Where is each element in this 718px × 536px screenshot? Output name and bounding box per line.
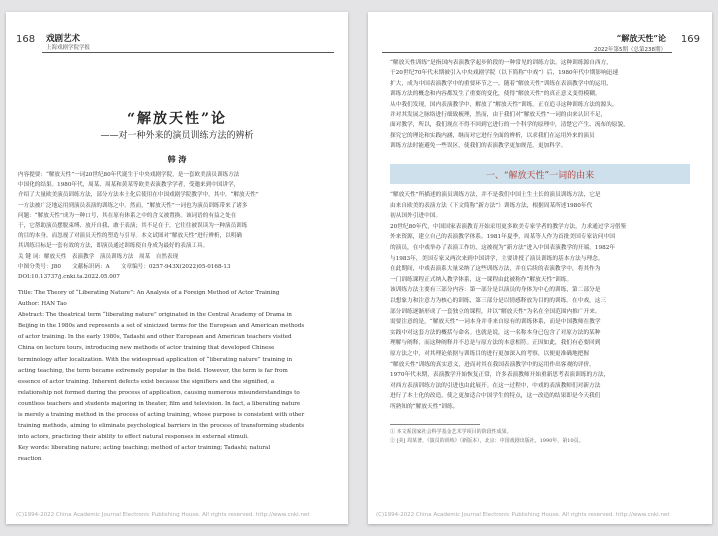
article-title: “解放天性”论 (126, 111, 228, 127)
author-name: 韩 涛 (167, 154, 187, 164)
body-text-line: 20世纪80年代，中国国家表演教育开始采用更多欧美专家学者的教学方法，力求通过学习借鉴 (390, 223, 627, 230)
body-text-line: 外来资源，建立自己的表演教学体系。1981年夏季，周某等人作为首批美国专家访问中国 (390, 234, 615, 241)
body-text-line: 原方法之中，对其理论依据与训练目的进行更加深入的考察，以便更准确地把握 (390, 350, 590, 357)
body-text-line: 面对教学，所以，我们现在不得不回到它进行的一个科学的原理中，清楚它产生、流布的原貌， (390, 122, 629, 129)
journal-title: 戏剧艺术 (46, 34, 81, 44)
footnote-rule (390, 424, 480, 425)
abstract-en-line: Key words: liberating nature; acting teaching; method of actor training; Tadashi; natural (18, 445, 271, 452)
abstract-cn-line: 于，它帮助演员摆脱束缚、放开自我、敢于表演；其不足在于，它往往被误读为一种演员训练 (18, 223, 248, 230)
journal-subtitle: 上海戏剧学院学报 (46, 45, 91, 51)
body-text-line: 实践中对这套方法的概括与命名。也就是说，这一名称本身已包含了对原方法的某种 (390, 329, 601, 336)
body-text-line: 训练方法时能避免一些误区，使我们的表演教学更加规范，更加科学。 (390, 143, 567, 150)
abstract-en-line: Author: HAN Tao (18, 301, 67, 308)
abstract-en-line: Title: The Theory of “Liberating Nature”: An Analysis of a Foreign Method of Actor Training (18, 290, 280, 296)
body-text-line: 与1983年，美国专家又两次来到中国讲学，主要讲授了演员训练的基本方法与理念。 (390, 255, 604, 262)
body-text-line: 由来自欧美的表演方法（下文简称“新方法”）训练方法，根据周某所述1980年代 (390, 202, 593, 209)
section-heading-bar (390, 164, 690, 184)
abstract-cn-line: 一方法被广泛地运用到演员表演的训练之中。然而，“解放天性”一词也为演员训练带来了诸多 (18, 202, 248, 209)
abstract-en-line: terminology after localization. With the widespread application of “liberating nature” training in (18, 356, 293, 363)
header-article-title: “解放天性”论 (616, 33, 666, 43)
abstract-cn-line: 中国化的结果。1980年代，周某、周某和黄某等欧美表演教学学者，受邀来到中国讲学， (18, 182, 240, 189)
abstract-cn-line: 内容提要：“解放天性”一词20世纪80年代诞生于中央戏剧学院，是一套欧美演员训练方法 (18, 172, 240, 178)
footnote-line: ② [美] 周某著，《演员的训练》（新版本），北京：中国戏剧出版社，1990年，第10页。 (390, 438, 584, 444)
section-body (390, 190, 690, 412)
body-text-line: “解放天性”训练的真实意义，进而对其在我国表演教学中的运用作出客观的评价。 (390, 361, 595, 368)
body-text-line: 部分训练逐渐形成了一套独立的课程，并以“解放天性”为名在全国范围内推广开来。 (390, 308, 601, 315)
body-text-line: 并对其发展之脉络进行细致梳理，然而，由于我们对“解放天性”一词的由来认识不足， (390, 112, 607, 119)
body-text-line: 所熟知的“解放天性”训练。 (390, 403, 459, 410)
header-meta: 2022年第5期（总第238期） (594, 47, 666, 53)
body-text-line: 进行了本土化的改造，使之更加适合中国学生的特点，这一改造的结果即是今天我们 (390, 393, 601, 400)
page-number: 168 (16, 34, 36, 45)
body-text-line: 扩大，成为中国表演教学中的重要环节之一。随着“解放天性”训练在表演教学中的运用， (390, 80, 612, 87)
footnotes (390, 428, 690, 446)
body-text-line: 从中我们发现，国内表演教学中，解放了“解放天性”训练。正在追寻这种训练方法的源头， (390, 101, 618, 108)
abstract-en-line: into actors, practicing their ability to effect natural responses in external stimuli. (18, 434, 249, 441)
abstract-cn-line: 关 键 词：解放天性 表演教学 演员训练方法 周某 自然表现 (18, 253, 179, 260)
body-text-line: 的演员，在中戏举办了表演工作坊，这被视为“新方法”进入中国表演教学的开端。1982年 (390, 244, 616, 251)
left-page (6, 12, 348, 524)
article-subtitle: ——对一种外来的演员训练方法的辨析 (100, 131, 254, 141)
abstract-cn-line: 介绍了大量欧美演员训练方法，部分方法本土化后使用在中国戏剧学院教学中。其中，“解放天性” (18, 192, 259, 199)
abstract-en (18, 288, 338, 466)
footer-copyright: (C)1994-2022 China Academic Journal Electronic Publishing House. All rights reserved. http://www.cnki.net (16, 512, 310, 518)
abstract-cn-line: 其训练目标是一套有效的方法，即演员通过训练使自身成为最好的表演工具。 (18, 243, 209, 250)
abstract-cn-line: 的目的本身，而忽视了对演员天性的塑造与引导。本文试图对“解放天性”进行辨析，以明确 (18, 233, 242, 240)
body-text-line: “解放天性”所描述的演员训练方法，并不是我们中国土生土长的演员训练方法，它是 (390, 192, 601, 198)
abstract-cn (18, 170, 338, 282)
abstract-en-line: relationship not formed during the process of application, causing numerous misunderstandings to (18, 389, 300, 396)
body-text-line: 一门训练课程正式纳入教学体系，这一课程由此被称作“解放天性”训练。 (390, 276, 573, 283)
body-text-line: “解放天性训练”是指国内表演教学起步阶段的一种常见的训练方法。这种训练源自西方， (390, 60, 612, 66)
page-number: 169 (680, 34, 700, 45)
abstract-en-line: is merely a training method in the process of acting training, whose purpose is consistent with other (18, 412, 305, 419)
header-rule (382, 52, 672, 53)
abstract-en-line: countless teachers and students majoring in theater, film and television. In fact, a liberating nature (18, 400, 301, 407)
abstract-en-line: essence of actor training. Inherent defects exist because the signifiers and the signified, a (18, 378, 275, 385)
section-heading: 一、“解放天性”一词的由来 (485, 171, 595, 181)
abstract-en-line: Beijing in the 1980s and represents a set of sinicized terms for the European and American methods (18, 323, 305, 330)
body-text-line: 对西方表演训练方法的引进也由此展开。在这一过程中，中戏的表演教师们对新方法 (390, 382, 601, 389)
abstract-en-line: training methods, aiming to eliminate psychological barriers in the process of transforming students (18, 423, 305, 430)
abstract-en-line: of actor training. In the early 1980s, Tadashi and other European and American teachers visited (18, 334, 292, 341)
abstract-cn-line: 问题：“解放天性”成为一种口号，其在原有体系之中的含义被置换。该词语的有益之处在 (18, 212, 237, 219)
body-text-line: 该训练方法主要有三部分内容：第一部分是以演员的身体为中心的训练，第二部分是 (390, 287, 601, 294)
body-text-line: 以想象力和注意力为核心的训练，第三部分是以情感释放为目的的训练。在中戏，这三 (390, 297, 607, 304)
abstract-en-line: acting teaching, the term became extremely popular in the field. However, the term is far from (18, 367, 288, 374)
body-text-line: 理解与阐释，而这种阐释并不总是与原方法的本意相符。正因如此，我们有必要回到 (390, 340, 601, 347)
right-page (368, 12, 712, 524)
body-text-line: 在此期间，中戏表演系大量采纳了这些训练方法，并在后续的表演教学中，将其作为 (390, 266, 601, 273)
body-text-line: 1970年代末期，表演教学开始恢复正常，许多表演教师开始重新思考表演训练的方法， (390, 372, 610, 379)
abstract-en-line: China on lecture tours, introducing new methods of actor training that developed Chinese (18, 345, 275, 352)
abstract-cn-line: DOI:10.13737/j.cnki.ta.2022.05.007 (18, 274, 120, 281)
footnote-line: ① 本文系国家社会科学基金艺术学项目的阶段性成果。 (390, 429, 512, 435)
abstract-en-line: reaction (18, 456, 42, 463)
footer-copyright: (C)1994-2022 China Academic Journal Electronic Publishing House. All rights reserved. http://www.cnki.net (376, 512, 670, 518)
header-rule (42, 52, 334, 53)
body-text-line: 初从国外引进中国。 (390, 213, 442, 220)
body-text-line: 探究它的理论和实践内涵，继而对它进行全面的辨析，以求我们在运用外来的演员 (390, 132, 595, 139)
intro-paragraph (390, 58, 690, 152)
body-text-line: 于20世纪70年代末期被引入中央戏剧学院（以下简称“中戏”）后，1980年代中期影响迅速 (390, 70, 619, 77)
abstract-cn-line: 中图分类号：J80 文献标识码：A 文章编号：0257-943X(2022)05-0168-13 (18, 263, 231, 270)
body-text-line: 训练方法的概念和内容都发生了重要的变化，使得“解放天性”的真正意义变得模糊。 (390, 91, 601, 98)
body-text-line: 需要注意的是，“解放天性”一词本身并非来自原有的训练体系，而是中国教师在教学 (390, 319, 601, 326)
abstract-en-line: Abstract: The theatrical term “liberating nature” originated in the Central Academy of Drama in (18, 312, 292, 319)
